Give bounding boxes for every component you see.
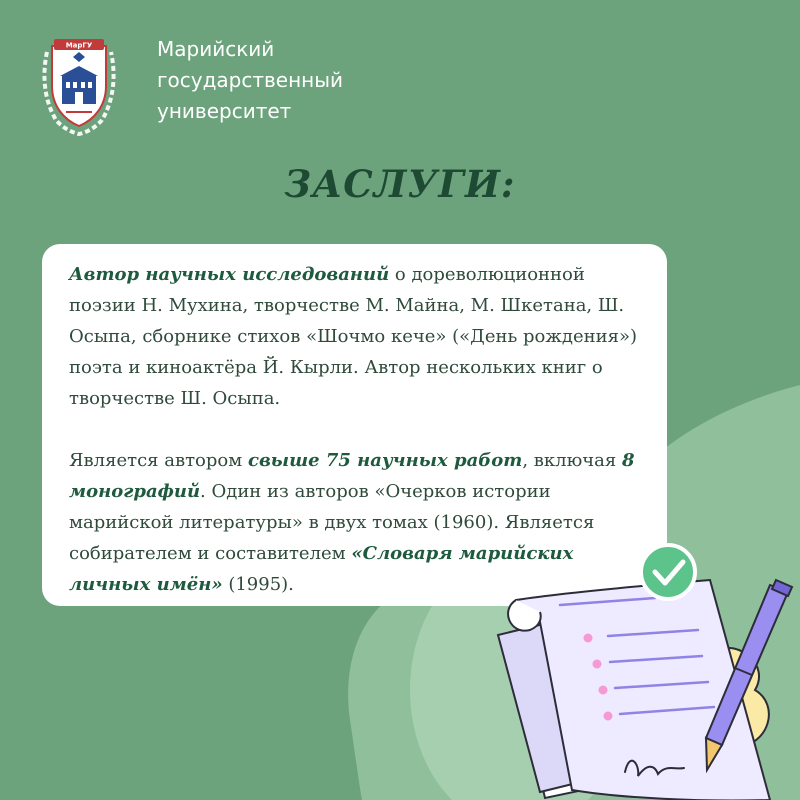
emphasis-text: 8 монографий bbox=[69, 450, 635, 502]
body-text: (1995). bbox=[222, 574, 294, 595]
university-name bbox=[157, 34, 457, 127]
document-illustration bbox=[470, 540, 800, 800]
page-title: ЗАСЛУГИ: bbox=[284, 162, 516, 206]
body-text: . Один из авторов «Очерков истории марийской литературы» в двух томах (1960). Является собирателем и составителем bbox=[69, 481, 595, 564]
university-crest-icon bbox=[40, 30, 118, 138]
university-name-line: Марийский bbox=[157, 37, 275, 61]
paragraph-research bbox=[69, 259, 649, 414]
emphasis-text: Автор научных исследований bbox=[69, 264, 390, 285]
check-circle-icon bbox=[641, 545, 695, 599]
crest-lettering: МарГУ bbox=[65, 41, 93, 50]
body-text: о дореволюционной поэзии Н. Мухина, творчестве М. Майна, М. Шкетана, Ш. Осыпа, сборнике стихов «Шочмо кече» («День рождения») поэта и киноактёра Й. Кырли. Автор нескольких книг о творчестве Ш. Осыпа. bbox=[69, 264, 638, 409]
emphasis-text: свыше 75 научных работ bbox=[247, 450, 523, 471]
university-name-line: университет bbox=[157, 99, 292, 123]
university-name-line: государственный bbox=[157, 68, 344, 92]
check-circle bbox=[641, 545, 695, 599]
emphasis-text: «Словаря марийских личных имён» bbox=[69, 543, 574, 595]
body-text: , включая bbox=[522, 450, 622, 471]
body-text: Является автором bbox=[69, 450, 248, 471]
